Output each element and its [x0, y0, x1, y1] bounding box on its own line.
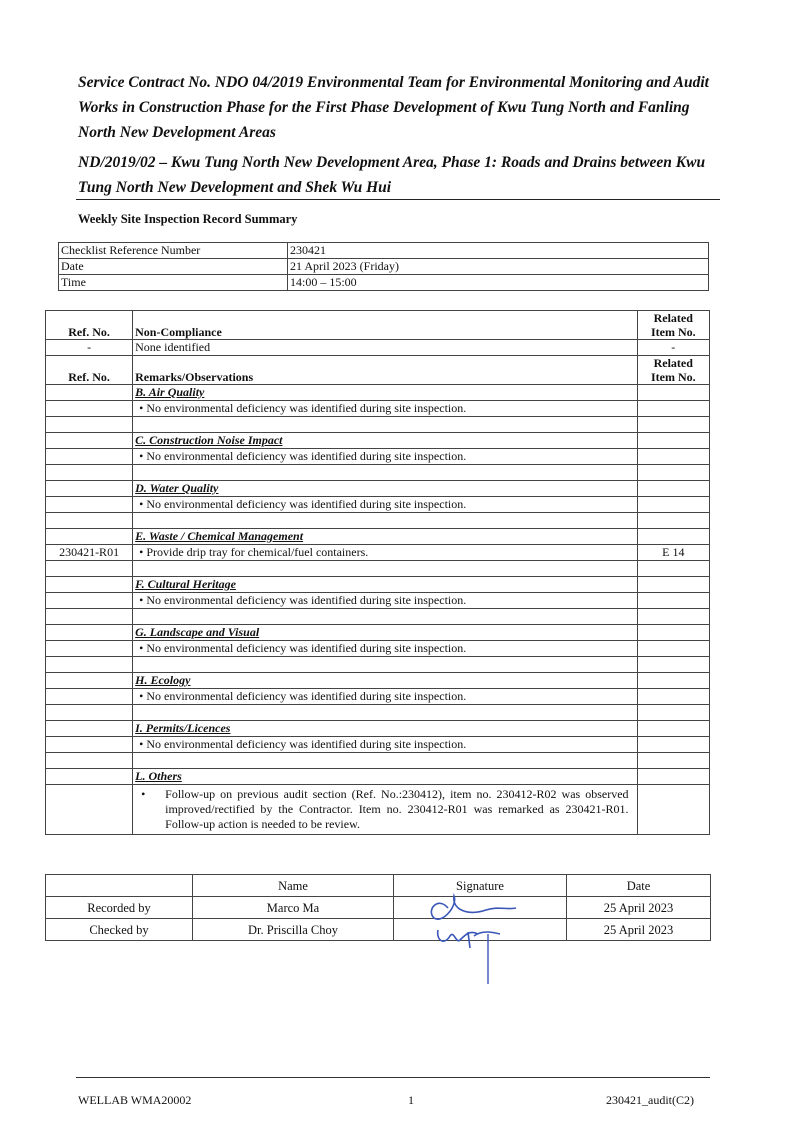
noncompliance-desc: None identified: [133, 340, 637, 356]
remarks-header-row: [46, 356, 710, 385]
footer-document-id: 230421_audit(C2): [606, 1093, 694, 1107]
signoff-role-header: [46, 875, 193, 897]
signoff-row: [46, 919, 711, 941]
remark-row: [46, 401, 710, 417]
reference-row: [59, 243, 709, 259]
project-title: ND/2019/02 – Kwu Tung North New Development Area, Phase 1: Roads and Drains between Kwu Tung North New Development and Shek Wu Hui: [78, 154, 706, 196]
remark-related-item: [637, 689, 709, 705]
category-title-row: [46, 481, 710, 497]
remarks-categories: [46, 385, 710, 769]
reference-value: 230421: [288, 243, 709, 259]
related-item-header-line2: Item No.: [650, 370, 696, 384]
category-title: B. Air Quality: [133, 385, 637, 401]
signoff-date: 25 April 2023: [567, 919, 711, 941]
category-title-row: [46, 577, 710, 593]
category-title: C. Construction Noise Impact: [133, 433, 637, 449]
category-title-row: [46, 625, 710, 641]
remark-related-item: [637, 737, 709, 753]
category-title: D. Water Quality: [133, 481, 637, 497]
others-text: Follow-up on previous audit section (Ref. No.:230412), item no. 230412-R02 was observed improved/rectified by the Contractor. Item no. 230412-R01 was remarked as 230421-R01. Follow-up action is needed to be review.: [165, 787, 629, 831]
related-item-header: [637, 311, 709, 340]
spacer-row: [46, 657, 710, 673]
spacer-row: [46, 417, 710, 433]
remark-ref: 230421-R01: [46, 545, 133, 561]
category-title-row: [46, 673, 710, 689]
remark-row: [46, 641, 710, 657]
remark-row: [46, 689, 710, 705]
category-title-row: [46, 529, 710, 545]
category-title-row: [46, 385, 710, 401]
category-title-row: [46, 433, 710, 449]
remark-text: • No environmental deficiency was identified during site inspection.: [133, 449, 637, 465]
inspection-table: [45, 310, 710, 835]
category-title: F. Cultural Heritage: [133, 577, 637, 593]
spacer-row: [46, 609, 710, 625]
category-title: I. Permits/Licences: [133, 721, 637, 737]
remark-text: • No environmental deficiency was identified during site inspection.: [133, 641, 637, 657]
remark-ref: [46, 737, 133, 753]
signoff-name: Dr. Priscilla Choy: [193, 919, 394, 941]
signoff-role: Checked by: [46, 919, 193, 941]
signoff-date: 25 April 2023: [567, 897, 711, 919]
remark-related-item: [637, 401, 709, 417]
reference-label: Date: [59, 259, 288, 275]
noncompliance-item: -: [637, 340, 709, 356]
contract-title: Service Contract No. NDO 04/2019 Environmental Team for Environmental Monitoring and Audit Works in Construction Phase for the First Phase Development of Kwu Tung North and Fanling North New Development Areas: [78, 74, 709, 141]
others-row: [46, 785, 710, 835]
category-title: H. Ecology: [133, 673, 637, 689]
remark-ref: [46, 449, 133, 465]
remarks-header: Remarks/Observations: [133, 356, 637, 385]
remark-row: [46, 737, 710, 753]
noncompliance-row: [46, 340, 710, 356]
remark-text: • Provide drip tray for chemical/fuel containers.: [133, 545, 637, 561]
signoff-name: Marco Ma: [193, 897, 394, 919]
noncompliance-header-row: [46, 311, 710, 340]
signoff-date-header: Date: [567, 875, 711, 897]
remark-row: [46, 593, 710, 609]
remark-text: • No environmental deficiency was identified during site inspection.: [133, 401, 637, 417]
reference-value: 21 April 2023 (Friday): [288, 259, 709, 275]
others-remark: [133, 785, 637, 835]
remark-ref: [46, 497, 133, 513]
spacer-row: [46, 561, 710, 577]
category-title: L. Others: [133, 769, 637, 785]
related-item-header-line2: Item No.: [650, 325, 696, 339]
noncompliance-ref: -: [46, 340, 133, 356]
remark-related-item: E 14: [637, 545, 709, 561]
reference-label: Checklist Reference Number: [59, 243, 288, 259]
reference-label: Time: [59, 275, 288, 291]
remark-related-item: [637, 641, 709, 657]
remark-ref: [46, 641, 133, 657]
ref-no-header: Ref. No.: [46, 311, 133, 340]
handwritten-signatures: [408, 880, 528, 990]
page-number: 1: [408, 1093, 414, 1107]
ref-no-header: Ref. No.: [46, 356, 133, 385]
related-item-header-line1: Related: [653, 356, 693, 370]
remark-ref: [46, 401, 133, 417]
bullet-icon: •: [141, 787, 146, 801]
signature-checked: [438, 930, 500, 948]
remark-related-item: [637, 593, 709, 609]
category-title-row: [46, 721, 710, 737]
footer-company: WELLAB WMA20002: [78, 1093, 192, 1107]
header-divider: [76, 199, 720, 200]
remark-row: [46, 449, 710, 465]
remark-ref: [46, 689, 133, 705]
remark-row: [46, 497, 710, 513]
remark-row: [46, 545, 710, 561]
remark-related-item: [637, 449, 709, 465]
remark-text: • No environmental deficiency was identified during site inspection.: [133, 497, 637, 513]
remark-text: • No environmental deficiency was identified during site inspection.: [133, 737, 637, 753]
reference-table: [58, 242, 709, 291]
category-title: G. Landscape and Visual: [133, 625, 637, 641]
related-item-header-line1: Related: [653, 311, 693, 325]
signoff-name-header: Name: [193, 875, 394, 897]
spacer-row: [46, 753, 710, 769]
noncompliance-header: Non-Compliance: [133, 311, 637, 340]
category-title-row: [46, 769, 710, 785]
reference-row: [59, 275, 709, 291]
signoff-header-row: [46, 875, 711, 897]
signoff-signature-header: Signature: [394, 875, 567, 897]
reference-value: 14:00 – 15:00: [288, 275, 709, 291]
spacer-row: [46, 465, 710, 481]
remark-ref: [46, 593, 133, 609]
related-item-header: [637, 356, 709, 385]
section-subheading: Weekly Site Inspection Record Summary: [78, 212, 298, 226]
spacer-row: [46, 513, 710, 529]
signoff-role: Recorded by: [46, 897, 193, 919]
spacer-row: [46, 705, 710, 721]
remark-text: • No environmental deficiency was identified during site inspection.: [133, 593, 637, 609]
footer-divider: [76, 1077, 710, 1078]
category-title: E. Waste / Chemical Management: [133, 529, 637, 545]
signoff-table: [45, 874, 711, 941]
reference-row: [59, 259, 709, 275]
signature-recorded: [431, 896, 516, 919]
signoff-row: [46, 897, 711, 919]
remark-text: • No environmental deficiency was identified during site inspection.: [133, 689, 637, 705]
remark-related-item: [637, 497, 709, 513]
